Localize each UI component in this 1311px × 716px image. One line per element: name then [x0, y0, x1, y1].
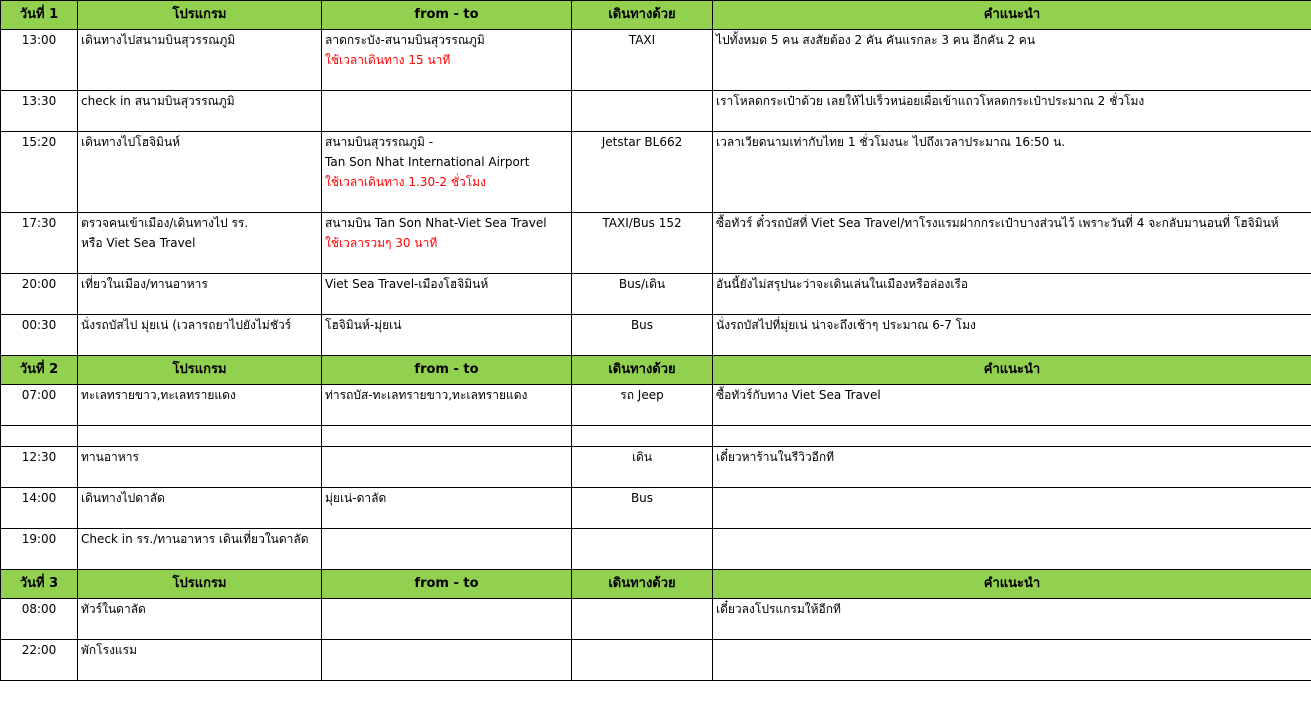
program-cell[interactable]: เดินทางไปสนามบินสุวรรณภูมิ [78, 30, 322, 51]
from-to-cell[interactable] [322, 111, 572, 132]
schedule-row [1, 111, 1311, 132]
day-header-row [1, 356, 1311, 385]
schedule-row [1, 529, 1311, 550]
from-to-header-cell[interactable]: from - to [322, 1, 572, 30]
time-cell[interactable] [1, 70, 78, 91]
time-cell[interactable]: 17:30 [1, 213, 78, 234]
transport-cell[interactable] [572, 660, 713, 681]
from-to-cell[interactable] [322, 640, 572, 661]
transport-header-cell[interactable]: เดินทางด้วย [572, 570, 713, 599]
day-header-row [1, 1, 1311, 30]
program-cell[interactable]: นั่งรถบัสไป มุ่ยเน่ (เวลารถยาไปยังไม่ชัวร์ [78, 315, 322, 336]
schedule-row [1, 152, 1311, 172]
advice-cell[interactable] [713, 192, 1311, 213]
transport-cell[interactable] [572, 599, 713, 620]
schedule-row [1, 315, 1311, 336]
transport-cell[interactable] [572, 294, 713, 315]
transport-cell[interactable] [572, 335, 713, 356]
advice-cell[interactable] [713, 426, 1311, 447]
advice-cell[interactable] [713, 619, 1311, 640]
from-to-header-cell[interactable]: from - to [322, 356, 572, 385]
program-cell[interactable] [78, 405, 322, 426]
advice-cell[interactable]: ซื้อทัวร์กับทาง Viet Sea Travel [713, 385, 1311, 406]
from-to-cell[interactable]: Viet Sea Travel-เมืองโฮจิมินห์ [322, 274, 572, 295]
program-cell[interactable]: เที่ยวในเมือง/ทานอาหาร [78, 274, 322, 295]
from-to-cell[interactable] [322, 619, 572, 640]
schedule-row [1, 467, 1311, 488]
transport-cell[interactable] [572, 91, 713, 112]
program-cell[interactable] [78, 335, 322, 356]
transport-cell[interactable]: Bus [572, 488, 713, 509]
advice-cell[interactable]: ไปทั้งหมด 5 คน สงสัยต้อง 2 คัน คันแรกละ 3 คน อีกคัน 2 คน [713, 30, 1311, 51]
time-cell[interactable]: 14:00 [1, 488, 78, 509]
time-cell[interactable] [1, 152, 78, 172]
schedule-row [1, 50, 1311, 70]
from-to-cell[interactable] [322, 508, 572, 529]
schedule-row [1, 447, 1311, 468]
transport-cell[interactable]: TAXI [572, 30, 713, 51]
program-cell[interactable] [78, 426, 322, 447]
schedule-row [1, 549, 1311, 570]
program-cell[interactable] [78, 619, 322, 640]
time-cell[interactable]: 13:30 [1, 91, 78, 112]
program-cell[interactable]: ทานอาหาร [78, 447, 322, 468]
program-header-cell[interactable]: โปรแกรม [78, 356, 322, 385]
schedule-row [1, 30, 1311, 51]
advice-cell[interactable] [713, 152, 1311, 172]
time-cell[interactable] [1, 50, 78, 70]
from-to-cell[interactable]: ลาดกระบัง-สนามบินสุวรรณภูมิ [322, 30, 572, 51]
time-cell[interactable]: 20:00 [1, 274, 78, 295]
transport-cell[interactable] [572, 253, 713, 274]
program-cell[interactable] [78, 152, 322, 172]
day-header-cell[interactable]: วันที่ 2 [1, 356, 78, 385]
advice-cell[interactable] [713, 405, 1311, 426]
program-header-cell[interactable]: โปรแกรม [78, 570, 322, 599]
from-to-cell[interactable]: สนามบินสุวรรณภูมิ - [322, 132, 572, 153]
transport-cell[interactable] [572, 529, 713, 550]
advice-cell[interactable]: ซื้อทัวร์ ตั๋วรถบัสที่ Viet Sea Travel/ทาโรงแรมฝากกระเป๋าบางส่วนไว้ เพราะวันที่ 4 จะกลับมานอนที่ โฮจิมินห์ [713, 213, 1311, 234]
advice-header-cell[interactable]: คำแนะนำ [713, 356, 1311, 385]
time-cell[interactable] [1, 192, 78, 213]
program-cell[interactable] [78, 70, 322, 91]
transport-cell[interactable]: Bus [572, 315, 713, 336]
schedule-row [1, 405, 1311, 426]
transport-header-cell[interactable]: เดินทางด้วย [572, 356, 713, 385]
from-to-cell[interactable]: โฮจิมินห์-มุ่ยเน่ [322, 315, 572, 336]
time-cell[interactable] [1, 508, 78, 529]
advice-cell[interactable] [713, 50, 1311, 70]
advice-cell[interactable] [713, 660, 1311, 681]
time-cell[interactable] [1, 660, 78, 681]
time-cell[interactable]: 15:20 [1, 132, 78, 153]
advice-header-cell[interactable]: คำแนะนำ [713, 1, 1311, 30]
program-cell[interactable] [78, 50, 322, 70]
program-cell[interactable] [78, 192, 322, 213]
program-cell[interactable] [78, 660, 322, 681]
from-to-cell[interactable]: ท่ารถบัส-ทะเลทรายขาว,ทะเลทรายแดง [322, 385, 572, 406]
program-cell[interactable]: หรือ Viet Sea Travel [78, 233, 322, 253]
schedule-row [1, 660, 1311, 681]
advice-cell[interactable] [713, 549, 1311, 570]
time-cell[interactable]: 22:00 [1, 640, 78, 661]
from-to-cell[interactable]: Tan Son Nhat International Airport [322, 152, 572, 172]
from-to-cell[interactable]: ใช้เวลาเดินทาง 15 นาที [322, 50, 572, 70]
program-cell[interactable]: ตรวจคนเข้าเมือง/เดินทางไป รร. [78, 213, 322, 234]
transport-header-cell[interactable]: เดินทางด้วย [572, 1, 713, 30]
schedule-row [1, 335, 1311, 356]
time-cell[interactable] [1, 111, 78, 132]
transport-cell[interactable] [572, 508, 713, 529]
program-cell[interactable] [78, 253, 322, 274]
time-cell[interactable] [1, 233, 78, 253]
transport-cell[interactable] [572, 549, 713, 570]
time-cell[interactable]: 00:30 [1, 315, 78, 336]
schedule-row [1, 91, 1311, 112]
from-to-header-cell[interactable]: from - to [322, 570, 572, 599]
transport-cell[interactable]: Jetstar BL662 [572, 132, 713, 153]
from-to-cell[interactable]: สนามบิน Tan Son Nhat-Viet Sea Travel [322, 213, 572, 234]
advice-cell[interactable] [713, 70, 1311, 91]
program-cell[interactable] [78, 294, 322, 315]
advice-cell[interactable]: เดี๋ยวลงโปรแกรมให้อีกที [713, 599, 1311, 620]
schedule-row [1, 192, 1311, 213]
program-cell[interactable] [78, 172, 322, 192]
schedule-row [1, 172, 1311, 192]
schedule-row [1, 619, 1311, 640]
transport-cell[interactable]: TAXI/Bus 152 [572, 213, 713, 234]
program-cell[interactable]: ทะเลทรายขาว,ทะเลทรายแดง [78, 385, 322, 406]
schedule-row [1, 213, 1311, 234]
time-cell[interactable] [1, 549, 78, 570]
transport-cell[interactable] [572, 233, 713, 253]
program-cell[interactable]: พักโรงแรม [78, 640, 322, 661]
from-to-cell[interactable] [322, 467, 572, 488]
from-to-cell[interactable] [322, 253, 572, 274]
transport-cell[interactable] [572, 172, 713, 192]
advice-cell[interactable]: นั่งรถบัสไปที่มุ่ยเน่ น่าจะถึงเช้าๆ ประมาณ 6-7 โมง [713, 315, 1311, 336]
transport-cell[interactable] [572, 467, 713, 488]
advice-cell[interactable] [713, 253, 1311, 274]
from-to-cell[interactable] [322, 70, 572, 91]
advice-cell[interactable]: เดี๋ยวหาร้านในรีวิวอีกที [713, 447, 1311, 468]
from-to-cell[interactable] [322, 549, 572, 570]
advice-cell[interactable]: เวลาเวียดนามเท่ากับไทย 1 ชั่วโมงนะ ไปถึงเวลาประมาณ 16:50 น. [713, 132, 1311, 153]
time-cell[interactable] [1, 172, 78, 192]
day-header-row [1, 570, 1311, 599]
from-to-cell[interactable]: มุ่ยเน่-ดาลัด [322, 488, 572, 509]
time-cell[interactable] [1, 426, 78, 447]
transport-cell[interactable] [572, 619, 713, 640]
program-cell[interactable] [78, 467, 322, 488]
time-cell[interactable]: 08:00 [1, 599, 78, 620]
transport-cell[interactable]: เดิน [572, 447, 713, 468]
program-cell[interactable]: เดินทางไปโฮจิมินห์ [78, 132, 322, 153]
program-cell[interactable] [78, 549, 322, 570]
advice-cell[interactable] [713, 111, 1311, 132]
time-cell[interactable]: 07:00 [1, 385, 78, 406]
advice-cell[interactable] [713, 335, 1311, 356]
transport-cell[interactable] [572, 405, 713, 426]
transport-cell[interactable] [572, 70, 713, 91]
time-cell[interactable]: 12:30 [1, 447, 78, 468]
from-to-cell[interactable] [322, 426, 572, 447]
from-to-cell[interactable] [322, 192, 572, 213]
advice-cell[interactable]: อันนี้ยังไม่สรุปนะว่าจะเดินเล่นในเมืองหรือล่องเรือ [713, 274, 1311, 295]
schedule-row [1, 508, 1311, 529]
schedule-row [1, 426, 1311, 447]
transport-cell[interactable] [572, 50, 713, 70]
time-cell[interactable] [1, 467, 78, 488]
schedule-row [1, 274, 1311, 295]
from-to-cell[interactable] [322, 91, 572, 112]
from-to-cell[interactable] [322, 405, 572, 426]
transport-cell[interactable] [572, 152, 713, 172]
program-cell[interactable]: เดินทางไปดาลัด [78, 488, 322, 509]
schedule-row [1, 233, 1311, 253]
from-to-cell[interactable]: ใช้เวลารวมๆ 30 นาที [322, 233, 572, 253]
advice-cell[interactable] [713, 467, 1311, 488]
from-to-cell[interactable] [322, 294, 572, 315]
schedule-row [1, 385, 1311, 406]
program-cell[interactable] [78, 508, 322, 529]
day-header-cell[interactable]: วันที่ 1 [1, 1, 78, 30]
schedule-row [1, 253, 1311, 274]
from-to-cell[interactable] [322, 660, 572, 681]
schedule-row [1, 294, 1311, 315]
schedule-row [1, 132, 1311, 153]
schedule-row [1, 640, 1311, 661]
time-cell[interactable]: 19:00 [1, 529, 78, 550]
itinerary-body [1, 1, 1311, 681]
program-cell[interactable]: ทัวร์ในดาลัด [78, 599, 322, 620]
time-cell[interactable] [1, 405, 78, 426]
transport-cell[interactable] [572, 111, 713, 132]
advice-cell[interactable] [713, 508, 1311, 529]
time-cell[interactable] [1, 253, 78, 274]
schedule-row [1, 488, 1311, 509]
from-to-cell[interactable] [322, 335, 572, 356]
from-to-cell[interactable]: ใช้เวลาเดินทาง 1.30-2 ชั่วโมง [322, 172, 572, 192]
transport-cell[interactable]: Bus/เดิน [572, 274, 713, 295]
advice-cell[interactable] [713, 488, 1311, 509]
time-cell[interactable]: 13:00 [1, 30, 78, 51]
advice-cell[interactable] [713, 233, 1311, 253]
advice-cell[interactable] [713, 172, 1311, 192]
time-cell[interactable] [1, 294, 78, 315]
transport-cell[interactable] [572, 426, 713, 447]
program-cell[interactable] [78, 111, 322, 132]
advice-header-cell[interactable]: คำแนะนำ [713, 570, 1311, 599]
transport-cell[interactable] [572, 640, 713, 661]
advice-cell[interactable] [713, 640, 1311, 661]
time-cell[interactable] [1, 335, 78, 356]
schedule-row [1, 70, 1311, 91]
from-to-cell[interactable] [322, 529, 572, 550]
program-cell[interactable]: Check in รร./ทานอาหาร เดินเที่ยวในดาลัด [78, 529, 322, 550]
from-to-cell[interactable] [322, 599, 572, 620]
time-cell[interactable] [1, 619, 78, 640]
from-to-cell[interactable] [322, 447, 572, 468]
program-header-cell[interactable]: โปรแกรม [78, 1, 322, 30]
schedule-row [1, 599, 1311, 620]
advice-cell[interactable]: เราโหลดกระเป๋าด้วย เลยให้ไปเร็วหน่อยเผื่อเข้าแถวโหลดกระเป๋าประมาณ 2 ชั่วโมง [713, 91, 1311, 112]
advice-cell[interactable] [713, 294, 1311, 315]
program-cell[interactable]: check in สนามบินสุวรรณภูมิ [78, 91, 322, 112]
advice-cell[interactable] [713, 529, 1311, 550]
day-header-cell[interactable]: วันที่ 3 [1, 570, 78, 599]
transport-cell[interactable]: รถ Jeep [572, 385, 713, 406]
transport-cell[interactable] [572, 192, 713, 213]
